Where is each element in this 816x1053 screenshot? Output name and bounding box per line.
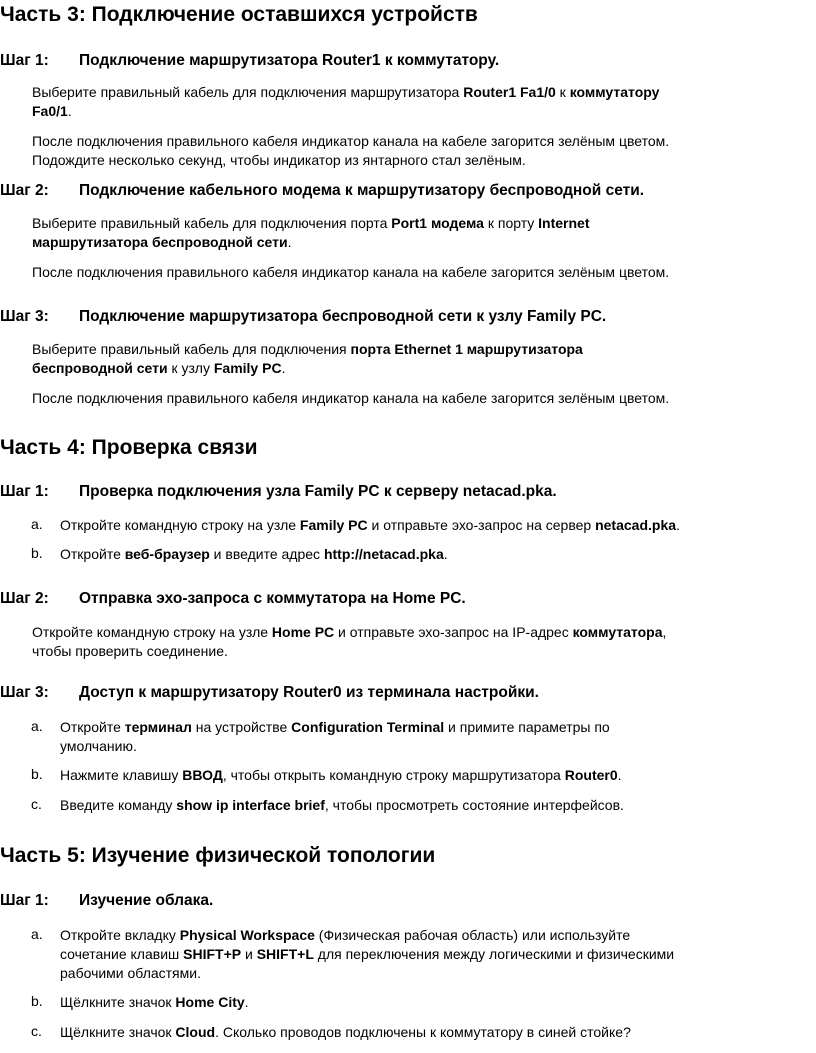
list-item: Откройте веб-браузер и введите адрес http://netacad.pka. (60, 546, 448, 562)
part4-heading: Часть 4: Проверка связи (0, 436, 258, 459)
step-number: Шаг 1: (0, 483, 49, 500)
step-title: Проверка подключения узла Family PC к серверу netacad.pka. (79, 483, 557, 500)
part4-step1-heading (0, 483, 557, 501)
part5-heading: Часть 5: Изучение физической топологии (0, 844, 436, 867)
list-item: Откройте вкладку Physical Workspace (Физическая рабочая область) или используйте сочетание клавиш SHIFT+P и SHIFT+L для переключения между логическими и физическими рабочими областями. (60, 927, 675, 981)
part3-step3-paragraph1: Выберите правильный кабель для подключения порта Ethernet 1 маршрутизатора беспроводной сети к узлу Family PC. (32, 341, 583, 376)
step-title: Изучение облака. (79, 892, 214, 909)
step-number: Шаг 3: (0, 308, 49, 325)
part5-step1-heading (0, 892, 213, 910)
list-item: Щёлкните значок Home City. (60, 994, 249, 1010)
step-title: Подключение кабельного модема к маршрутизатору беспроводной сети. (79, 182, 645, 199)
part3-step2-paragraph1: Выберите правильный кабель для подключения порта Port1 модема к порту Internet маршрутизатора беспроводной сети. (32, 215, 590, 250)
list-item: Введите команду show ip interface brief, чтобы просмотреть состояние интерфейсов. (60, 797, 624, 813)
part3-step2-paragraph2: После подключения правильного кабеля индикатор канала на кабеле загорится зелёным цветом. (32, 264, 670, 280)
list-label: a. (31, 926, 43, 942)
list-item: Щёлкните значок Cloud. Сколько проводов подключены к коммутатору в синей стойке? (60, 1024, 631, 1040)
list-label: b. (31, 766, 43, 782)
part4-step3-heading (0, 684, 539, 702)
step-title: Подключение маршрутизатора Router1 к коммутатору. (79, 52, 500, 69)
step-number: Шаг 2: (0, 590, 49, 607)
step-number: Шаг 1: (0, 892, 49, 909)
list-label: b. (31, 545, 43, 561)
list-label: a. (31, 718, 43, 734)
part3-step1-paragraph1: Выберите правильный кабель для подключения маршрутизатора Router1 Fa1/0 к коммутатору Fa0/1. (32, 84, 660, 119)
part3-step3-heading (0, 308, 606, 326)
step-title: Доступ к маршрутизатору Router0 из терминала настройки. (79, 684, 539, 701)
step-number: Шаг 1: (0, 52, 49, 69)
part4-step2-paragraph: Откройте командную строку на узле Home PC и отправьте эхо-запрос на IP-адрес коммутатора, чтобы проверить соединение. (32, 624, 667, 659)
step-number: Шаг 2: (0, 182, 49, 199)
list-item: Откройте командную строку на узле Family PC и отправьте эхо-запрос на сервер netacad.pka. (60, 517, 680, 533)
step-title: Подключение маршрутизатора беспроводной сети к узлу Family PC. (79, 308, 607, 325)
part4-step2-heading (0, 590, 466, 608)
list-label: c. (31, 1023, 42, 1039)
list-label: b. (31, 993, 43, 1009)
list-item: Откройте терминал на устройстве Configuration Terminal и примите параметры по умолчанию. (60, 719, 610, 754)
part3-step2-heading (0, 182, 644, 200)
step-number: Шаг 3: (0, 684, 49, 701)
part3-heading: Часть 3: Подключение оставшихся устройств (0, 3, 478, 26)
step-title: Отправка эхо-запроса с коммутатора на Home PC. (79, 590, 466, 607)
part3-step1-paragraph2: После подключения правильного кабеля индикатор канала на кабеле загорится зелёным цветом. Подождите несколько секунд, чтобы индикатор из янтарного стал зелёным. (32, 133, 670, 168)
part3-step1-heading (0, 52, 499, 70)
part3-step3-paragraph2: После подключения правильного кабеля индикатор канала на кабеле загорится зелёным цветом. (32, 390, 670, 406)
list-label: a. (31, 516, 43, 532)
list-item: Нажмите клавишу ВВОД, чтобы открыть командную строку маршрутизатора Router0. (60, 767, 622, 783)
list-label: c. (31, 796, 42, 812)
